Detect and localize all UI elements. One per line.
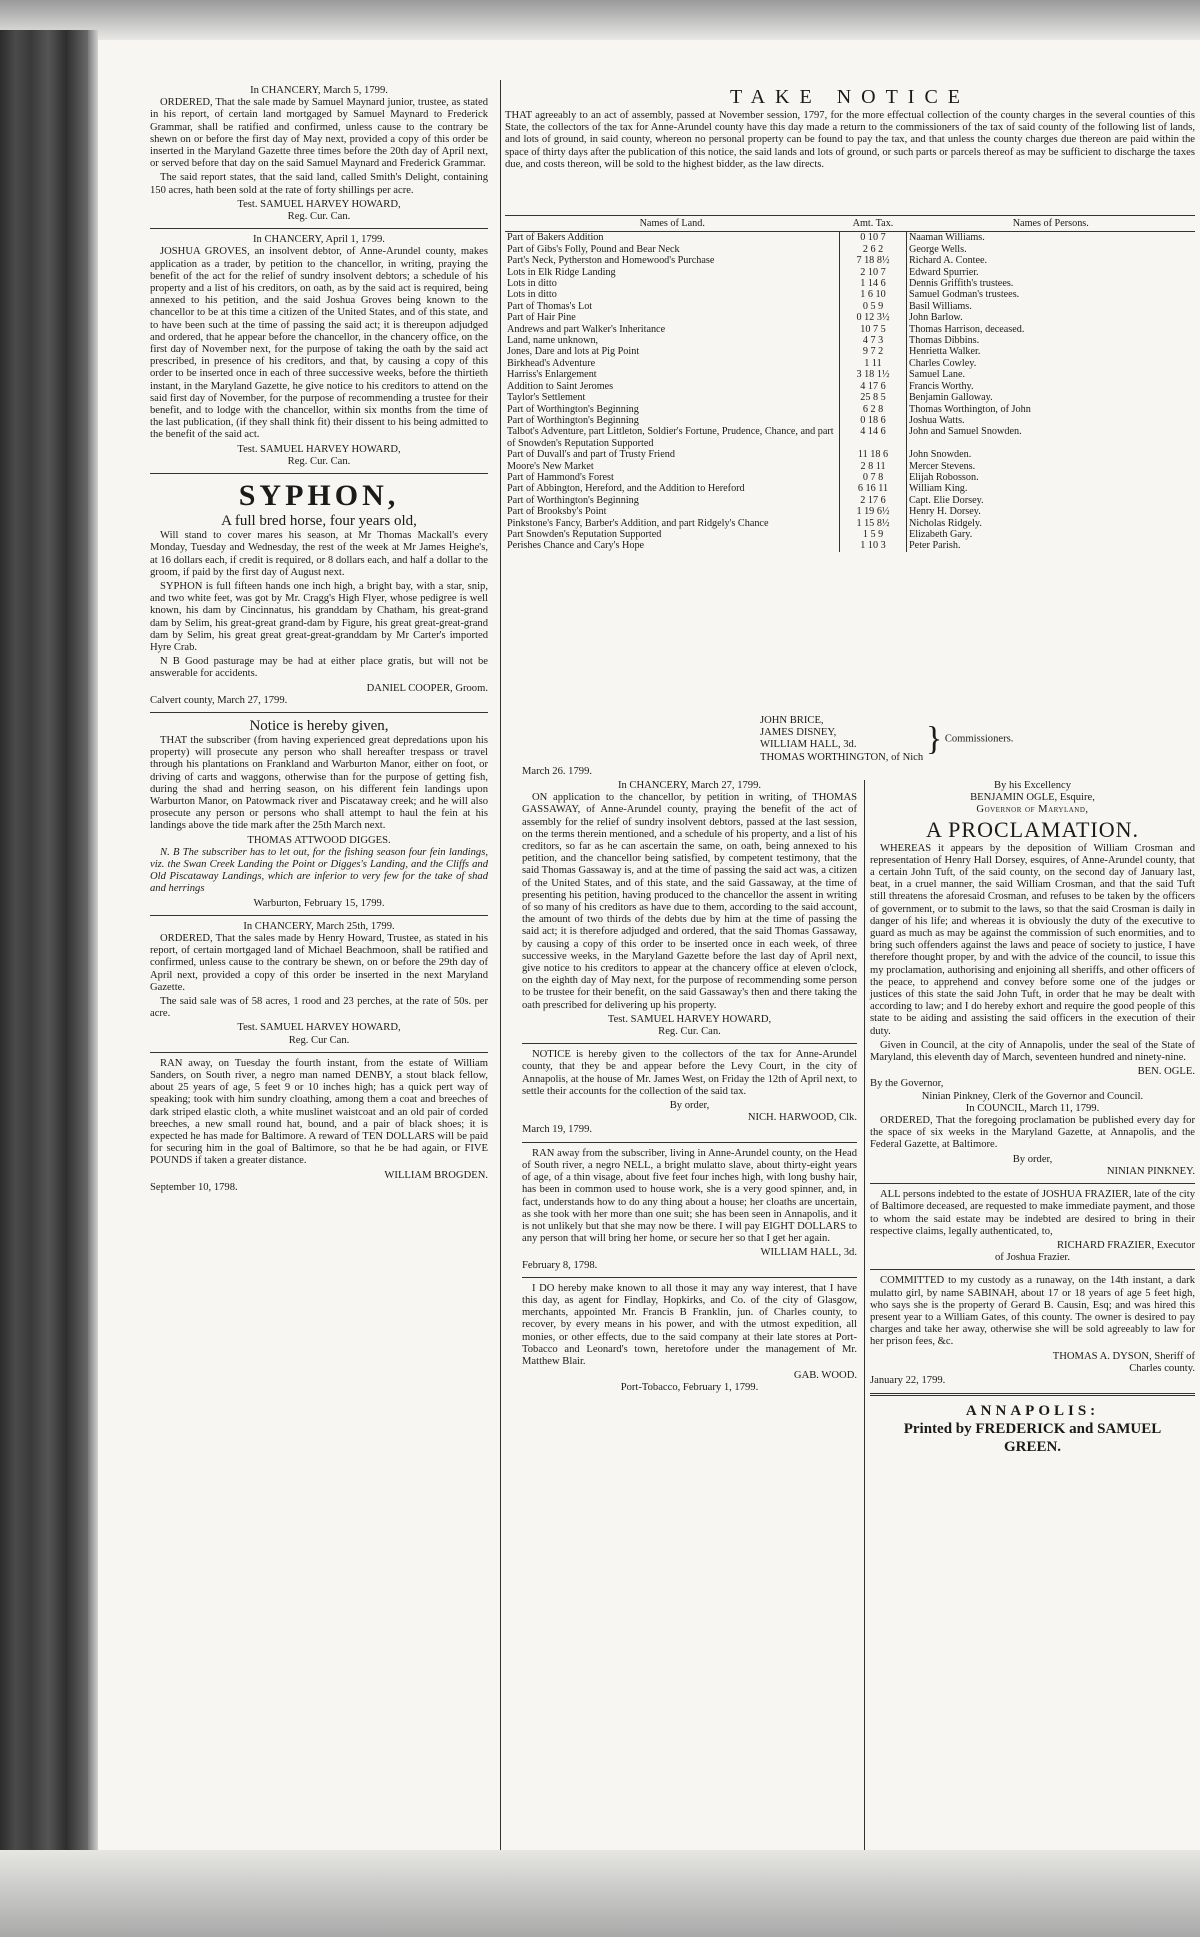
tax-table-row: [505, 495, 1195, 506]
tax-table-row: [505, 267, 1195, 278]
tax-amount: 2 17 6: [840, 495, 907, 506]
tax-amount: 0 5 9: [840, 301, 907, 312]
tax-amount: 2 10 7: [840, 267, 907, 278]
header-amount: Amt. Tax.: [840, 216, 907, 232]
sheriff-county: Charles county.: [1129, 1362, 1195, 1374]
land-name: Part Snowden's Reputation Supported: [507, 528, 662, 540]
chancery-heading: In CHANCERY, March 25th, 1799.: [243, 920, 395, 932]
tax-amount: 6 2 8: [840, 404, 907, 415]
tax-amount: 0 10 7: [840, 232, 907, 244]
tax-table-row: [505, 335, 1195, 346]
chancery-text: JOSHUA GROVES, an insolvent debtor, of Anne-Arundel county, makes application as a trader, by petition to the chancellor, in writing, praying the benefit of the act for the relief of sundry insolvent debtors; a schedule of his property and a list of his creditors, on oath, as by the said act is required, being annexed to his petition, and the said Joshua Groves being known to the chancellor to be at this time a citizen of the United States, and of this state, and to have been such at the time of passing the said act; it is thereupon adjudged and ordered, that he appear before the chancellor, in the chancery office, on the first day of November next, for the purpose of taking the oath by the said act prescribed, in presence of his creditors, and that, by causing a copy of this order to be inserted once in each of three successive weeks, before the thirtieth instant, in the Maryland Gazette, he give notice to his creditors to attend on the said first day of November, for the purpose of recommending a trustee for their benefit, and to lodge with the chancellor, within six months from the time of the last publication, (if they shall think fit) their dissent to his being admitted to the benefit of the said act.: [150, 246, 488, 441]
take-notice-date: March 26. 1799.: [522, 766, 593, 777]
committed-date: January 22, 1799.: [870, 1374, 946, 1386]
tax-amount: 6 16 11: [840, 483, 907, 494]
land-name: Part of Abbington, Hereford, and the Addition to Hereford: [507, 483, 745, 495]
tax-amount: 9 7 2: [840, 346, 907, 357]
tax-amount: 11 18 6: [840, 449, 907, 460]
land-name: Part of Brooksby's Point: [507, 506, 607, 518]
chancery-heading: In CHANCERY, March 27, 1799.: [617, 780, 762, 791]
tax-amount: 7 18 8½: [840, 255, 907, 266]
land-name: Part's Neck, Pytherston and Homewood's Purchase: [507, 255, 715, 267]
tax-amount: 1 11: [840, 358, 907, 369]
tax-amount: 1 5 9: [840, 529, 907, 540]
commissioners-block: [760, 715, 1180, 764]
syphon-text: N B Good pasturage may be had at either place gratis, but will not be answerable for accidents.: [150, 656, 488, 680]
person-name: Thomas Harrison, deceased.: [909, 323, 1025, 335]
test-signature: Test. SAMUEL HARVEY HOWARD,: [237, 1022, 401, 1034]
land-name: Birkhead's Adventure: [507, 357, 596, 369]
notice-nb: N. B The subscriber has to let out, for the fishing season four fein landings, viz. the Swan Creek Landing the Point or Digges's Landing, and the Cliffs and Old Piscataway Landings, which are inferior to very few for the take of shad and herrings: [150, 846, 488, 895]
tax-table-row: [505, 472, 1195, 483]
tax-amount: 0 18 6: [840, 415, 907, 426]
runaway-date: September 10, 1798.: [150, 1181, 238, 1193]
tax-table-row: [505, 506, 1195, 517]
runaway-date: February 8, 1798.: [522, 1259, 598, 1271]
land-name: Part of Worthington's Beginning: [507, 494, 639, 506]
commissioner: THOMAS WORTHINGTON, of Nich: [760, 751, 924, 763]
tax-amount: 4 7 3: [840, 335, 907, 346]
proclamation-given: Given in Council, at the city of Annapolis, under the seal of the State of Maryland, this eleventh day of March, seventeen hundred and ninety-nine.: [870, 1039, 1195, 1064]
land-name: Part of Thomas's Lot: [507, 300, 593, 312]
tax-table-row: [505, 392, 1195, 403]
tax-amount: 4 14 6: [840, 426, 907, 449]
tax-table-row: [505, 415, 1195, 426]
person-name: Richard A. Contee.: [909, 255, 988, 267]
tax-table-row: [505, 529, 1195, 540]
tax-table-row: [505, 449, 1195, 460]
tax-amount: 1 14 6: [840, 278, 907, 289]
land-name: Part of Hammond's Forest: [507, 471, 614, 483]
tax-amount: 1 19 6½: [840, 506, 907, 517]
by-order: By order,: [669, 1100, 710, 1112]
tax-amount: 1 10 3: [840, 540, 907, 551]
person-name: Joshua Watts.: [909, 414, 965, 426]
tax-amount: 1 15 8½: [840, 518, 907, 529]
frazier-of: of Joshua Frazier.: [994, 1252, 1071, 1264]
frazier-signature: RICHARD FRAZIER, Executor: [1056, 1239, 1195, 1251]
person-name: Dennis Griffith's trustees.: [909, 278, 1014, 290]
imprint-printer: Printed by FREDERICK and SAMUEL: [903, 1421, 1162, 1438]
land-name: Jones, Dare and lots at Pig Point: [507, 346, 640, 358]
council-heading: In COUNCIL, March 11, 1799.: [965, 1102, 1100, 1114]
tax-table-row: [505, 289, 1195, 300]
land-name: Taylor's Settlement: [507, 392, 586, 404]
tax-table-row: [505, 301, 1195, 312]
notice-text: THAT the subscriber (from having experienced great depredations upon his property) will prosecute any person who shall hereafter trespass or travel through his plantations on Frankland and Warburton Manor, either on foot, or driving of carts and waggons, otherwise than for the purpose of getting fish, during the shad and herring season, on his different fein landings upon Warburton Manor, on Patowmack river and Piscataway creek; and he will also prosecute any person or persons who shall attempt to haul the fein at his landings above the tide mark after the 25th March next.: [150, 734, 488, 832]
middle-column: [522, 780, 857, 1395]
register: Reg. Cur Can.: [288, 1034, 350, 1046]
tax-table-header: [505, 216, 1195, 232]
notice-text: NOTICE is hereby given to the collectors of the tax for Anne-Arundel county, that they be and appear before the Levy Court, in the city of Annapolis, at the house of Mr. James West, on Friday the 12th of April next, to settle their accounts for the collection of the said tax.: [522, 1049, 857, 1097]
proclamation-by: By his Excellency: [993, 780, 1072, 791]
notice-signature: THOMAS ATTWOOD DIGGES.: [247, 834, 391, 846]
chancery-heading: In CHANCERY, March 5, 1799.: [250, 85, 388, 96]
tax-amount: 0 12 3½: [840, 312, 907, 323]
tax-amount: 4 17 6: [840, 381, 907, 392]
tax-amount: 3 18 1½: [840, 369, 907, 380]
person-name: Thomas Dibbins.: [909, 335, 980, 347]
notice-title: Notice is hereby given,: [249, 717, 389, 734]
person-name: George Wells.: [909, 243, 967, 255]
runaway-signature: WILLIAM HALL, 3d.: [760, 1247, 857, 1259]
sheriff-signature: THOMAS A. DYSON, Sheriff of: [1052, 1350, 1195, 1362]
tax-table-body: [505, 232, 1195, 552]
proclamation-text: WHEREAS it appears by the deposition of William Crosman and representation of Henry Hall Dorsey, esquires, of Anne-Arundel county, that a certain John Tuft, of the said county, on the second day of January last, beat, in a cruel manner, the said William Crosman, and that the said Tuft still threatens the aforesaid Crosman, and refuses to be taken by the officers of government, or to submit to the laws, so that the said Crosman is daily in danger of his life; and whereas it is obviously the duty of the executive to guard as much as may be against the commission of such enormities, and to bring such offenders against the laws and peace of society to justice, I have therefore thought proper, by and with the advice of the council, to issue this my proclamation, authorising and enjoining all sheriffs, and other officers of the peace, to apprehend and convey before some one of the judges or justices of this state the said John Tuft, in order that he may be dealt with according to law; and I do hereby exhort and require the good people of this state to be aiding and assisting the said officers in the execution of their duty.: [870, 842, 1195, 1037]
governor-name: BENJAMIN OGLE, Esquire,: [970, 792, 1095, 804]
tax-table-row: [505, 278, 1195, 289]
land-name: Land, name unknown,: [507, 335, 599, 347]
imprint-printer-name: GREEN.: [1003, 1439, 1062, 1456]
runaway-signature: WILLIAM BROGDEN.: [384, 1169, 488, 1181]
land-name: Part of Duvall's and part of Trusty Friend: [507, 449, 675, 461]
runaway-text: RAN away from the subscriber, living in Anne-Arundel county, on the Head of South river, a negro NELL, a bright mulatto slave, about thirty-eight years of age, of a thin visage, about five feet four inches high, with long bushy hair, has been in common used to house work, she is a very good spinner, and, in fact, understands how to do any thing about a house; her cloaths are uncertain, as she took with her more than one suit; she has been seen in Annapolis, and it is not unlikely but that she may now be there. I will pay EIGHT DOLLARS to any person that will bring her home, or secure her so that I get her again.: [522, 1147, 857, 1245]
test-signature: Test. SAMUEL HARVEY HOWARD,: [237, 443, 401, 455]
page-bottom-shadow: [0, 1850, 1200, 1937]
land-name: Talbot's Adventure, part Littleton, Soldier's Fortune, Prudence, Chance, and part of Snowden's Reputation Supported: [507, 426, 834, 449]
council-text: ORDERED, That the foregoing proclamation be published every day for the space of six weeks in the Maryland Gazette, at Annapolis, and the Federal Gazette, at Baltimore.: [870, 1115, 1195, 1151]
land-name: Lots in ditto: [507, 278, 557, 290]
tax-table-row: [505, 324, 1195, 335]
tax-amount: 1 6 10: [840, 289, 907, 300]
syphon-title: SYPHON,: [238, 479, 400, 513]
register: Reg. Cur. Can.: [287, 455, 351, 467]
tax-table-row: [505, 244, 1195, 255]
land-name: Part of Hair Pine: [507, 312, 576, 324]
agent-notice-text: I DO hereby make known to all those it may any way interest, that I have this day, as agent for Findlay, Hopkirks, and Co. of the city of Glasgow, merchants, appointed Mr. Francis B Franklin, jun. of Charles county, to recover, by every means in his power, and with the utmost expedition, all monies, or other effects, due to the said company at their late stores at Port-Tobacco and Leonard's town, heretofore under the management of Mr. Matthew Blair.: [522, 1282, 857, 1367]
person-name: Naaman Williams.: [909, 232, 985, 244]
chancery-text: ORDERED, That the sales made by Henry Howard, Trustee, as stated in his report, of certain mortgaged land of Michael Beachmoon, shall be ratified and confirmed, unless cause to the contrary be shewn, on or before the 29th day of April next, provided a copy of this order be inserted in the next Maryland Gazette.: [150, 932, 488, 993]
tax-table-row: [505, 255, 1195, 266]
agent-signature: GAB. WOOD.: [793, 1370, 857, 1382]
person-name: Edward Spurrier.: [909, 266, 979, 278]
person-name: John Barlow.: [909, 312, 963, 324]
imprint-place: ANNAPOLIS:: [965, 1403, 1100, 1420]
land-name: Pinkstone's Fancy, Barber's Addition, and part Ridgely's Chance: [507, 517, 769, 529]
syphon-subtitle: A full bred horse, four years old,: [221, 513, 417, 530]
person-name: Charles Cowley.: [909, 357, 977, 369]
test-signature: Test. SAMUEL HARVEY HOWARD,: [607, 1013, 772, 1025]
right-column: [870, 780, 1195, 1456]
person-name: William King.: [909, 483, 968, 495]
tax-table-row: [505, 312, 1195, 323]
land-name: Moore's New Market: [507, 460, 594, 472]
register: Reg. Cur. Can.: [287, 211, 351, 223]
left-column: [150, 85, 488, 1194]
person-name: John and Samuel Snowden.: [909, 426, 1022, 438]
person-name: Capt. Elie Dorsey.: [909, 494, 984, 506]
notice-signature: NICH. HARWOOD, Clk.: [747, 1112, 857, 1124]
person-name: Samuel Lane.: [909, 369, 966, 381]
person-name: Basil Williams.: [909, 300, 972, 312]
land-name: Part of Bakers Addition: [507, 232, 604, 244]
land-name: Andrews and part Walker's Inheritance: [507, 323, 666, 335]
committed-text: COMMITTED to my custody as a runaway, on the 14th instant, a dark mulatto girl, by name SABINAH, about 17 or 18 years of age 5 feet high, who says she is the property of Gerard B. Causin, Esq; and was hired this present year to a William Gates, of this county. The owner is desired to pay charges and take her away, otherwise she will be sold agreeably to law for her prison fees, &c.: [870, 1275, 1195, 1348]
land-name: Lots in Elk Ridge Landing: [507, 266, 616, 278]
land-name: Part of Worthington's Beginning: [507, 403, 639, 415]
by-governor: By the Governor,: [870, 1078, 944, 1090]
governor-title: Governor of Maryland,: [976, 804, 1089, 816]
take-notice-intro: THAT agreeably to an act of assembly, passed at November session, 1797, for the more effectual collection of the county charges in the several counties of this State, the collectors of the tax for Anne-Arundel county have this day made a return to the commissioners of the tax of said county of the following list of lands, and lots of ground, in said county, whereon no personal property can be found to pay the tax, and that unless the county charges due thereon are paid within the space of thirty days after the publication of this notice, the said lands and lots of ground, or such parts or parcels thereof as may be sufficient to discharge the taxes due, and costs thereon, will be sold to the highest bidder, as the law directs.: [505, 110, 1195, 170]
proclamation-signature: BEN. OGLE.: [1137, 1066, 1195, 1078]
commissioner: JAMES DISNEY,: [760, 727, 837, 739]
chancery-text: The said report states, that the said land, called Smith's Delight, containing 150 acres, hath been sold at the rate of forty shillings per acre.: [150, 172, 488, 196]
header-land: Names of Land.: [505, 216, 840, 232]
page-top-shadow: [0, 0, 1200, 40]
syphon-signature: DANIEL COOPER, Groom.: [366, 682, 488, 694]
syphon-date: Calvert county, March 27, 1799.: [150, 694, 288, 706]
person-name: Elijah Robosson.: [909, 471, 979, 483]
tax-table-row: [505, 358, 1195, 369]
person-name: Thomas Worthington, of John: [909, 403, 1031, 415]
person-name: Henrietta Walker.: [909, 346, 981, 358]
tax-table-row: [505, 426, 1195, 449]
tax-amount: 25 8 5: [840, 392, 907, 403]
person-name: Elizabeth Gary.: [909, 528, 973, 540]
tax-table-row: [505, 483, 1195, 494]
brace: }: [925, 720, 943, 758]
land-name: Addition to Saint Jeromes: [507, 380, 614, 392]
by-order: By order,: [1012, 1153, 1053, 1165]
tax-amount: 2 6 2: [840, 244, 907, 255]
column-rule: [864, 780, 865, 1850]
register: Reg. Cur. Can.: [658, 1026, 721, 1038]
clerk: Ninian Pinkney, Clerk of the Governor and Council.: [921, 1090, 1144, 1102]
test-signature: Test. SAMUEL HARVEY HOWARD,: [237, 198, 401, 210]
land-name: Part of Gibs's Folly, Pound and Bear Neck: [507, 243, 680, 255]
column-rule: [500, 80, 501, 1850]
tax-amount: 2 8 11: [840, 461, 907, 472]
tax-table-row: [505, 540, 1195, 551]
tax-table: [505, 215, 1195, 552]
commissioner: WILLIAM HALL, 3d.: [760, 739, 857, 751]
land-name: Perishes Chance and Cary's Hope: [507, 540, 645, 552]
tax-table-row: [505, 461, 1195, 472]
land-name: Lots in ditto: [507, 289, 557, 301]
tax-table-row: [505, 369, 1195, 380]
tax-table-row: [505, 346, 1195, 357]
land-name: Harriss's Enlargement: [507, 369, 597, 381]
pinkney-signature: NINIAN PINKNEY.: [1106, 1165, 1195, 1177]
chancery-text: ON application to the chancellor, by petition in writing, of THOMAS GASSAWAY, of Anne-Arundel county, praying the benefit of the act of assembly for the relief of sundry insolvent debtors, passed at the last session, on the terms therein mentioned, and a schedule of his property, and a list of his creditors, so far as he can ascertain the same, on oath, being annexed to his petition, and the chancellor being satisfied, by competent testimony, that the said Thomas Gassaway is, and at the time of passing the said act was, a citizen of the United States, and of this state, and the said Gassaway, at the time of presenting his petition, having produced to the chancellor the assent in writing of so many of his creditors as have due to them, according to the said account, the amount of two thirds of the debts due by him at the time of passing the said act; it is therefore adjudged and ordered, that the said Thomas Gassaway, by causing a copy of this order to be inserted once in each week, of three successive weeks, in the Maryland Gazette before the last day of April next, give notice to his creditors to appear at the chancery office at eleven o'clock, on the eighth day of May next, for the purpose of recommending some person to be trustee for their benefit, on the said Gassaway's then and there taking the oath prescribed for delivering up his property.: [522, 792, 857, 1011]
agent-date: Port-Tobacco, February 1, 1799.: [620, 1382, 759, 1394]
tax-table-row: [505, 232, 1195, 244]
take-notice-title: TAKE NOTICE: [729, 86, 971, 108]
syphon-text: Will stand to cover mares his season, at Mr Thomas Mackall's every Monday, Tuesday and Wednesday, the rest of the week at Mr James Heighe's, at 16 dollars each, if credit is required, or 8 dollars each, and half a dollar to the groom, if paid by the first day of August next.: [150, 530, 488, 578]
tax-amount: 10 7 5: [840, 324, 907, 335]
syphon-text: SYPHON is full fifteen hands one inch high, a bright bay, with a star, snip, and two white feet, was got by Mr. Cragg's High Flyer, whose pedigree is well known, his dam by Cincinnatus, his granddam by Chatham, his great-grand dam by Selim, his great-great grand-dam by Figure, his great great-great-grand dam by Selim, his great great great-great-granddam by Mr Carter's imported Hyre Crab.: [150, 580, 488, 653]
tax-table-row: [505, 518, 1195, 529]
person-name: Benjamin Galloway.: [909, 392, 993, 404]
commissioners-label: Commissioners.: [944, 733, 1014, 745]
header-persons: Names of Persons.: [907, 216, 1196, 232]
runaway-text: RAN away, on Tuesday the fourth instant, from the estate of William Sanders, on South river, a negro man named DENBY, a stout black fellow, about 25 years of age, 5 feet 9 or 10 inches high; has a quick pert way of speaking; took with him sundry cloathing, among them a coat and breeches of dark striped elastic cloth, a white muslinet waistcoat and an old pair of corded breeches, a new small round hat, bound, and a pair of black shoes; it is expected he has made for Baltimore. A reward of TEN DOLLARS will be paid for securing him in the goal of Baltimore, so that he be had again, or FIVE POUNDS if taken a greater distance.: [150, 1057, 488, 1167]
chancery-text: The said sale was of 58 acres, 1 rood and 23 perches, at the rate of 50s. per acre.: [150, 996, 488, 1020]
person-name: Francis Worthy.: [909, 380, 974, 392]
person-name: Peter Parish.: [909, 540, 961, 552]
notice-date: March 19, 1799.: [522, 1124, 593, 1136]
binding-edge: [88, 30, 98, 1860]
person-name: Henry H. Dorsey.: [909, 506, 981, 518]
chancery-heading: In CHANCERY, April 1, 1799.: [253, 234, 385, 246]
person-name: Samuel Godman's trustees.: [909, 289, 1020, 301]
tax-amount: 0 7 8: [840, 472, 907, 483]
person-name: Nicholas Ridgely.: [909, 517, 982, 529]
book-binding: [0, 30, 88, 1860]
frazier-text: ALL persons indebted to the estate of JOSHUA FRAZIER, late of the city of Baltimore deceased, are requested to make immediate payment, and those to whom the said estate may be indebted are desired to bring in their respective claims, legally authenticated, to,: [870, 1189, 1195, 1237]
commissioner: JOHN BRICE,: [760, 715, 824, 726]
tax-table-row: [505, 381, 1195, 392]
notice-date: Warburton, February 15, 1799.: [253, 897, 385, 909]
tax-table-row: [505, 404, 1195, 415]
land-name: Part of Worthington's Beginning: [507, 414, 639, 426]
proclamation-title: A PROCLAMATION.: [925, 816, 1140, 842]
person-name: Mercer Stevens.: [909, 460, 976, 472]
person-name: John Snowden.: [909, 449, 972, 461]
chancery-text: ORDERED, That the sale made by Samuel Maynard junior, trustee, as stated in his report, of certain land mortgaged by Samuel Maynard to Frederick Grammar, shall be ratified and confirmed, unless cause to the contrary be shewn on or before the first day of May next, provided a copy of this order be inserted in the Maryland Gazette three times before the 20th day of April next, or served before that day on the said Samuel Maynard and Frederick Grammar.: [150, 97, 488, 170]
